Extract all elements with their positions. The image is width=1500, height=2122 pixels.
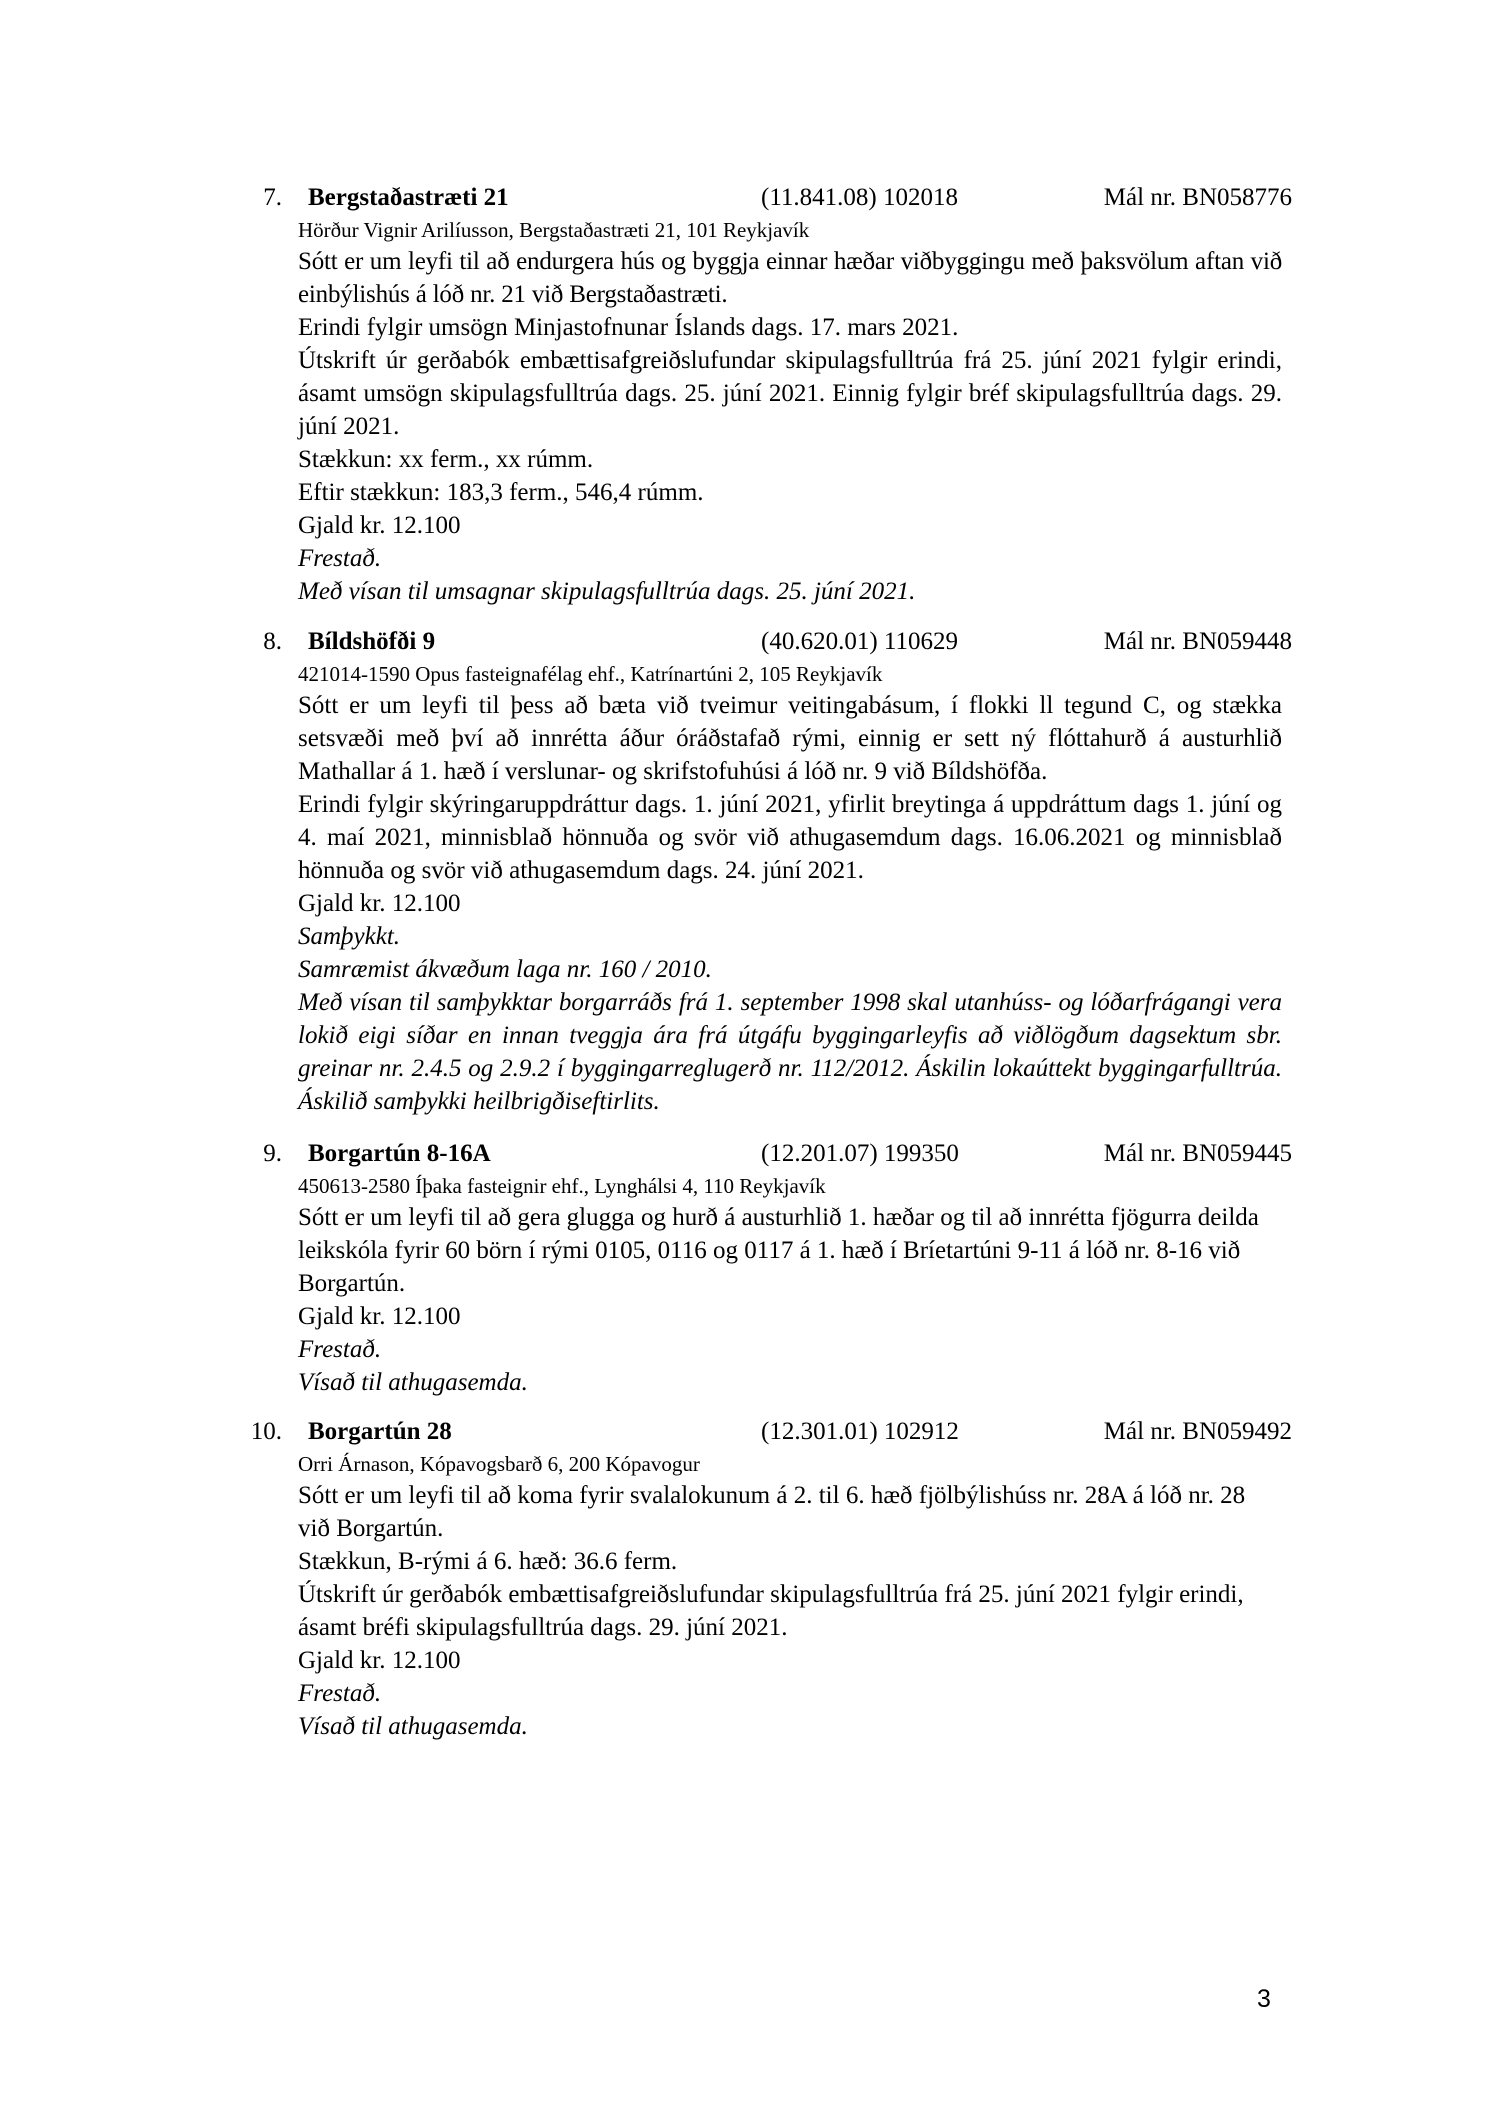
item-body (298, 245, 1282, 608)
attachment-text: Útskrift úr gerðabók embættisafgreiðslufundar skipulagsfulltrúa frá 25. júní 2021 fylgir erindi, ásamt bréfi skipulagsfulltrúa dags. 29. júní 2021. (298, 1581, 1244, 1641)
agenda-item-7 (0, 181, 1500, 608)
enlargement-text: Stækkun: xx ferm., xx rúmm. (298, 446, 594, 473)
enlargement-text: Stækkun, B-rými á 6. hæð: 36.6 ferm. (298, 1548, 678, 1575)
application-text: Sótt er um leyfi til að endurgera hús og byggja einnar hæðar viðbyggingu með þaksvölum aftan við einbýlishús á lóð nr. 21 við Bergstaðastræti. (298, 248, 1282, 308)
item-applicant: Orri Árnason, Kópavogsbarð 6, 200 Kópavogur (298, 1452, 700, 1476)
agenda-item-8 (0, 625, 1500, 1118)
item-address: Borgartún 8-16A (308, 1140, 491, 1167)
page-number: 3 (1257, 1985, 1271, 2013)
item-case-number: Mál nr. BN058776 (1103, 184, 1292, 211)
item-header (0, 1137, 1500, 1171)
fee-text: Gjald kr. 12.100 (298, 1647, 461, 1674)
attachment-text: Erindi fylgir skýringaruppdráttur dags. 1. júní 2021, yfirlit breytinga á uppdráttum dags 1. júní og 4. maí 2021, minnisblað hönnuða og svör við athugasemdum dags. 16.06.2021 og minnisblað hönnuða og svör við athugasemdum dags. 24. júní 2021. (298, 791, 1282, 884)
item-land-number: (12.301.01) 102912 (761, 1418, 959, 1445)
item-applicant: 450613-2580 Íþaka fasteignir ehf., Lynghálsi 4, 110 Reykjavík (298, 1174, 826, 1198)
item-case-number: Mál nr. BN059492 (1103, 1418, 1292, 1445)
item-applicant: Hörður Vignir Arilíusson, Bergstaðastræti 21, 101 Reykjavík (298, 218, 810, 242)
fee-text: Gjald kr. 12.100 (298, 1303, 461, 1330)
attachment-text: Erindi fylgir umsögn Minjastofnunar Íslands dags. 17. mars 2021. (298, 314, 959, 341)
application-text: Sótt er um leyfi til þess að bæta við tveimur veitingabásum, í flokki ll tegund C, og stækka setsvæði með því að innrétta áður óráðstafað rými, einnig er sett ný flóttahurð á austurhlið Mathallar á 1. hæð í verslunar- og skrifstofuhúsi á lóð nr. 9 við Bíldshöfða. (298, 692, 1282, 785)
item-body (298, 689, 1282, 1118)
item-land-number: (40.620.01) 110629 (761, 628, 958, 655)
decision-text: Frestað. (298, 545, 382, 572)
decision-note: Með vísan til samþykktar borgarráðs frá 1. september 1998 skal utanhúss- og lóðarfrágangi vera lokið eigi síðar en innan tveggja ára frá útgáfu byggingarleyfis að viðlögðum dagsektum sbr. greinar nr. 2.4.5 og 2.9.2 í byggingarreglugerð nr. 112/2012. Áskilin lokaúttekt byggingarfulltrúa. Áskilið samþykki heilbrigðiseftirlits. (298, 989, 1282, 1115)
agenda-item-9 (0, 1137, 1500, 1399)
decision-text: Frestað. (298, 1336, 382, 1363)
item-address: Bergstaðastræti 21 (308, 184, 509, 211)
item-land-number: (11.841.08) 102018 (761, 184, 958, 211)
item-body (298, 1479, 1282, 1743)
agenda-item-10 (0, 1415, 1500, 1743)
decision-note: Með vísan til umsagnar skipulagsfulltrúa dags. 25. júní 2021. (298, 578, 916, 605)
item-number: 9. (263, 1140, 282, 1167)
application-text: Sótt er um leyfi til að koma fyrir svalalokunum á 2. til 6. hæð fjölbýlishúss nr. 28A á lóð nr. 28 við Borgartún. (298, 1482, 1246, 1542)
decision-text: Samþykkt. (298, 923, 401, 950)
item-address: Borgartún 28 (308, 1418, 452, 1445)
decision-note: Vísað til athugasemda. (298, 1713, 528, 1740)
item-land-number: (12.201.07) 199350 (761, 1140, 959, 1167)
item-case-number: Mál nr. BN059445 (1103, 1140, 1292, 1167)
decision-note: Samræmist ákvæðum laga nr. 160 / 2010. (298, 956, 712, 983)
item-address: Bíldshöfði 9 (308, 628, 436, 655)
item-number: 7. (263, 184, 282, 211)
item-header (0, 181, 1500, 215)
item-header (0, 1415, 1500, 1449)
item-header (0, 625, 1500, 659)
item-body (298, 1201, 1282, 1399)
item-case-number: Mál nr. BN059448 (1103, 628, 1292, 655)
attachment-text: Útskrift úr gerðabók embættisafgreiðslufundar skipulagsfulltrúa frá 25. júní 2021 fylgir erindi, ásamt umsögn skipulagsfulltrúa dags. 25. júní 2021. Einnig fylgir bréf skipulagsfulltrúa dags. 29. júní 2021. (298, 347, 1282, 440)
fee-text: Gjald kr. 12.100 (298, 890, 461, 917)
after-enlargement-text: Eftir stækkun: 183,3 ferm., 546,4 rúmm. (298, 479, 704, 506)
item-number: 8. (263, 628, 282, 655)
item-number: 10. (250, 1418, 282, 1445)
application-text: Sótt er um leyfi til að gera glugga og hurð á austurhlið 1. hæðar og til að innrétta fjögurra deilda leikskóla fyrir 60 börn í rými 0105, 0116 og 0117 á 1. hæð í Bríetartúni 9-11 á lóð nr. 8-16 við Borgartún. (298, 1204, 1259, 1297)
fee-text: Gjald kr. 12.100 (298, 512, 461, 539)
item-applicant: 421014-1590 Opus fasteignafélag ehf., Katrínartúni 2, 105 Reykjavík (298, 662, 883, 686)
decision-note: Vísað til athugasemda. (298, 1369, 528, 1396)
decision-text: Frestað. (298, 1680, 382, 1707)
